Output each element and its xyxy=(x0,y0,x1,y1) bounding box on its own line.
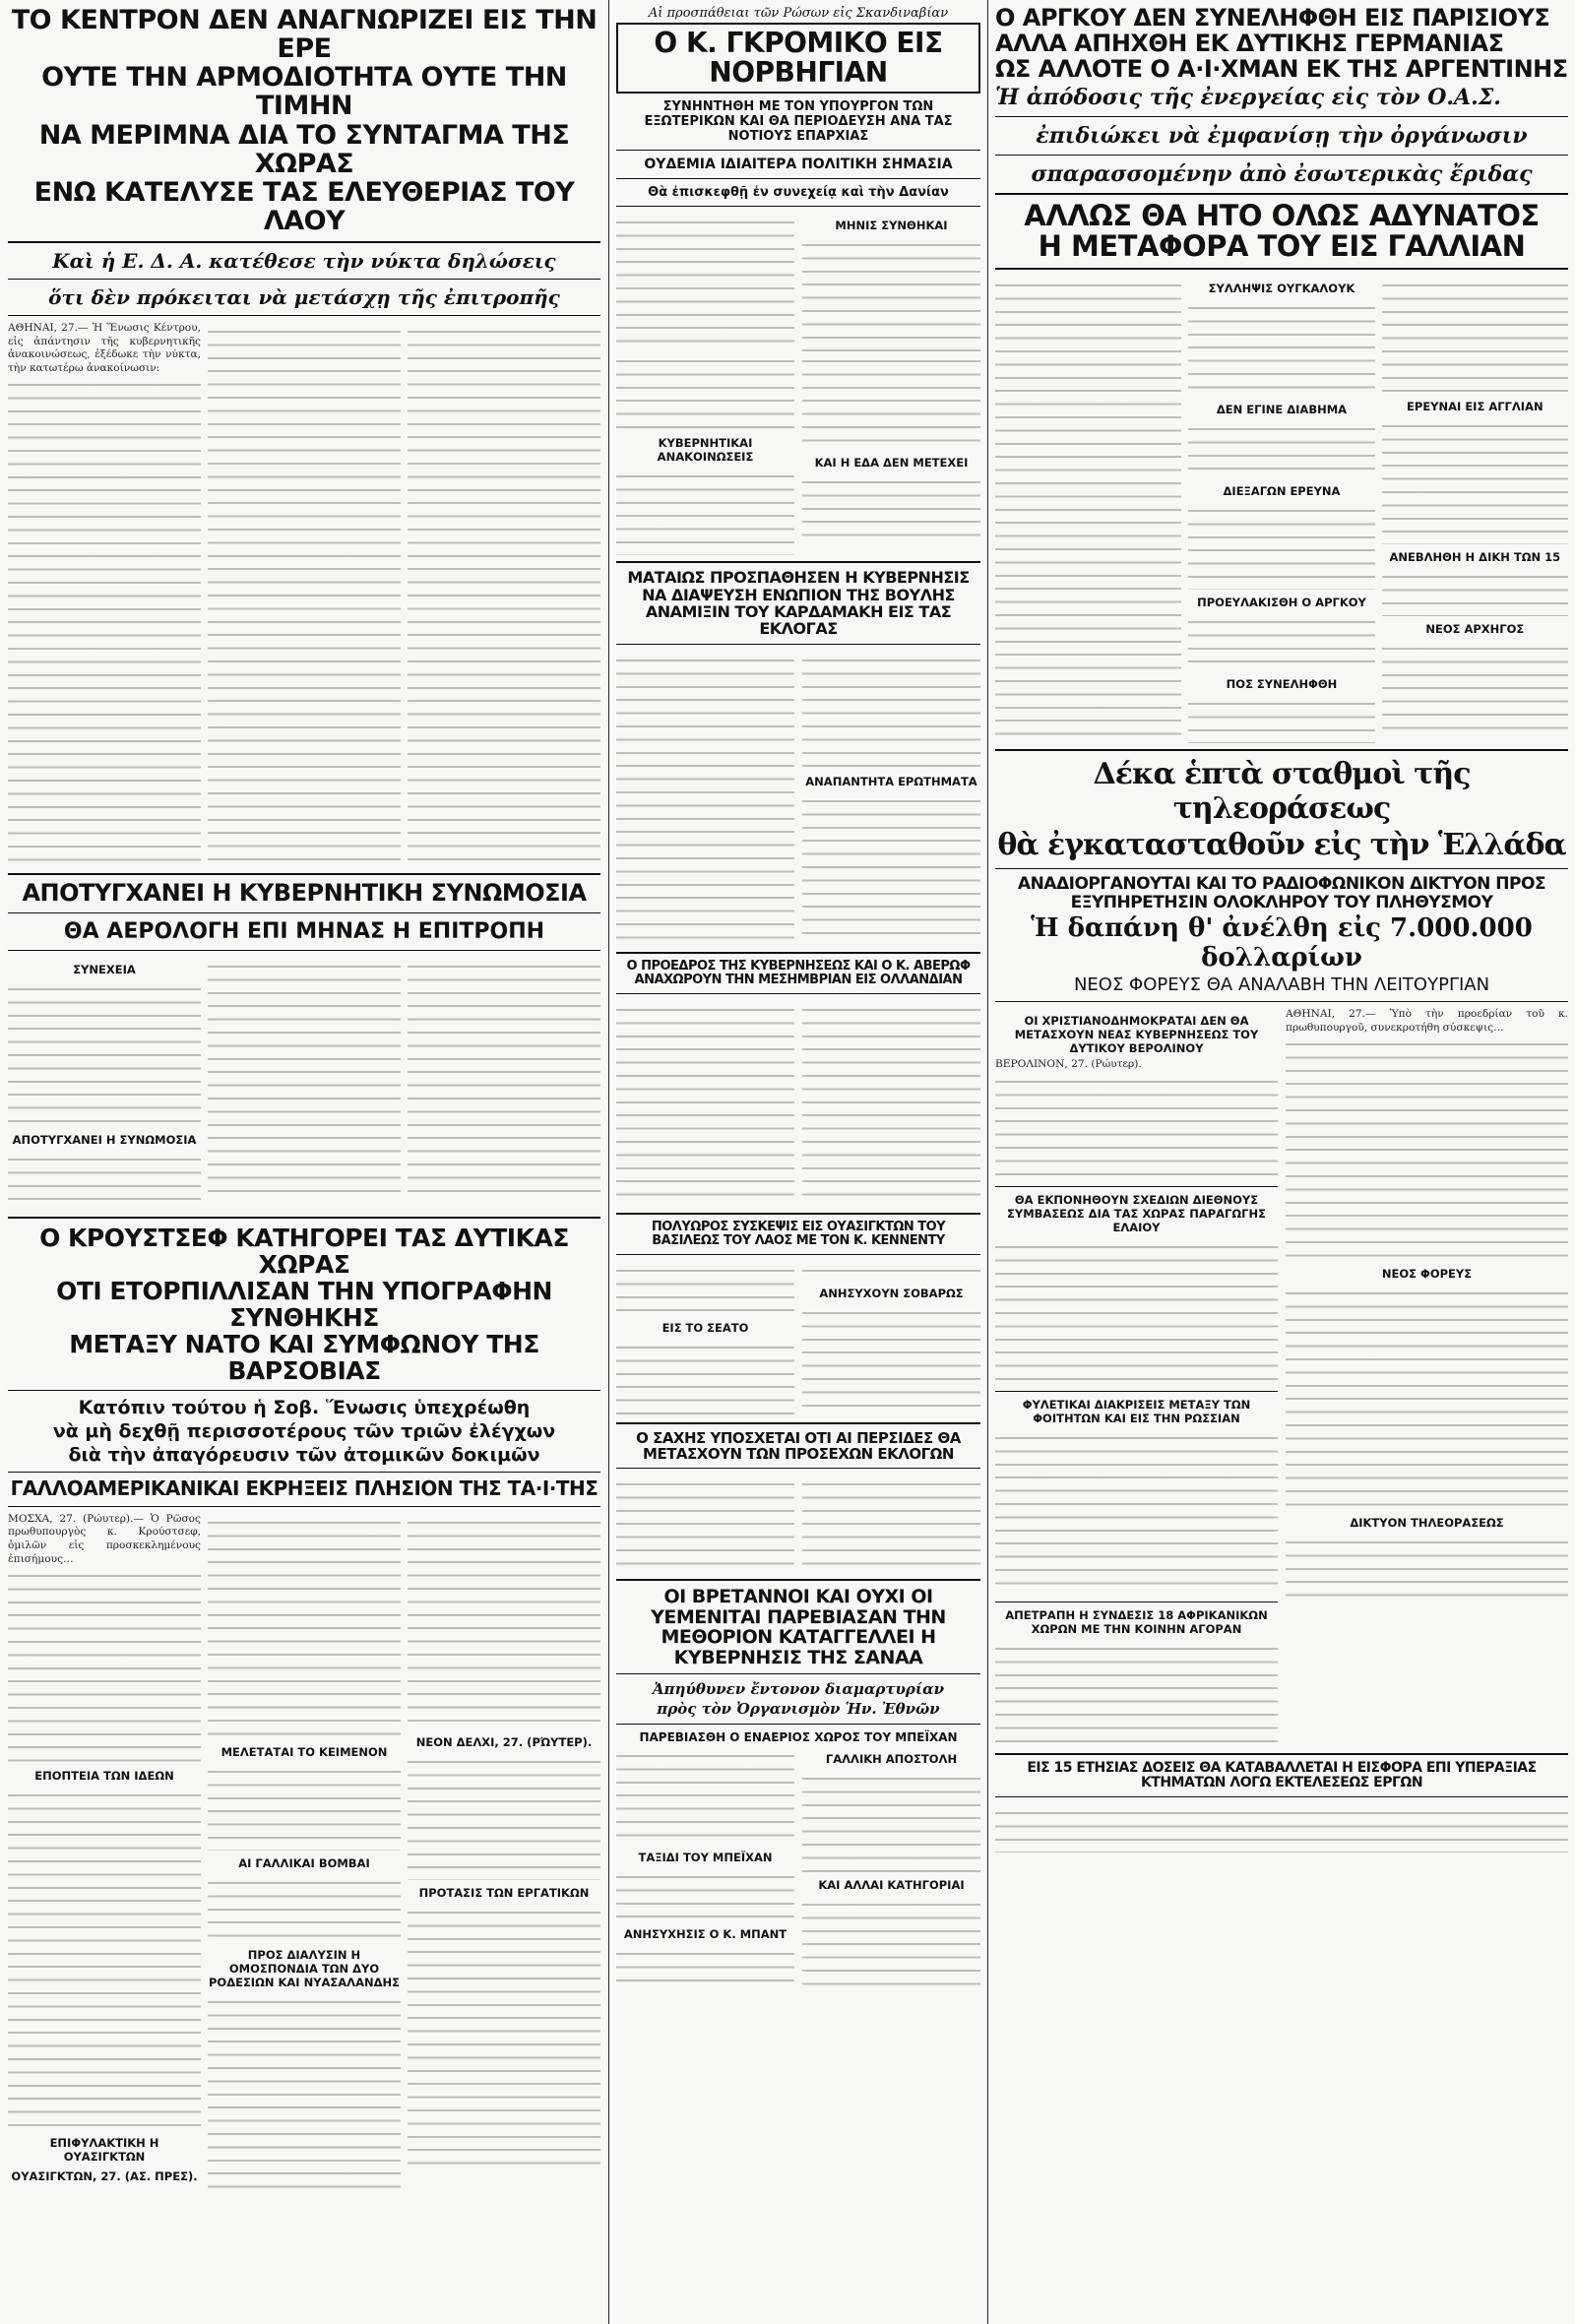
argoud-headline: ΑΛΛΑ ΑΠΗΧΘΗ ΕΚ ΔΥΤΙΚΗΣ ΓΕΡΜΑΝΙΑΣ xyxy=(995,29,1504,57)
headline-line: ΟΥΤΕ ΤΗΝ ΑΡΜΟΔΙΟΤΗΤΑ ΟΥΤΕ ΤΗΝ ΤΙΜΗΝ xyxy=(41,62,567,122)
body-text xyxy=(802,651,980,769)
section-label: ΝΕΟΣ ΑΡΧΗΓΟΣ xyxy=(1425,622,1525,637)
body-text xyxy=(208,1762,401,1851)
column-middle xyxy=(616,0,980,2324)
column-rule xyxy=(987,0,988,2324)
section-headline: ΑΠΟΤΥΓΧΑΝΕΙ Η ΚΥΒΕΡΝΗΤΙΚΗ ΣΥΝΩΜΟΣΙΑ xyxy=(22,879,587,908)
section-label: ΕΡΕΥΝΑΙ ΕΙΣ ΑΓΓΛΙΑΝ xyxy=(1407,400,1544,414)
article-body xyxy=(616,213,980,351)
section-label: ΣΥΛΛΗΨΙΣ ΟΥΓΚΑΛΟΥΚ xyxy=(1208,282,1355,296)
article-body xyxy=(8,1513,600,2189)
body-text xyxy=(616,213,794,350)
subheadline: Κατόπιν τούτου ἡ Σοβ. Ἕνωσις ὑπεχρέωθη xyxy=(78,1397,531,1419)
subheadline: πρὸς τὸν Ὀργανισμὸν Ἡν. Ἐθνῶν xyxy=(657,1700,940,1719)
section-label: ΕΙΣ ΤΟ ΣΕΑΤΟ xyxy=(662,1320,749,1335)
khrushchev-headline: ΜΕΤΑΞΥ ΝΑΤΟ ΚΑΙ ΣΥΜΦΩΝΟΥ ΤΗΣ ΒΑΡΣΟΒΙΑΣ xyxy=(69,1330,539,1386)
body-text xyxy=(802,1303,980,1416)
body-text xyxy=(616,1746,794,1845)
article-lead: ΑΘΗΝΑΙ, 27.— Ἡ Ἕνωσις Κέντρου, εἰς ἀπάντησιν τῆς κυβερνητικῆς ἀνακοινώσεως, ἐξέδωκε τὴν νύκτα, τὴν κατωτέρω ἀνακοίνωσιν: xyxy=(8,322,201,374)
body-text xyxy=(408,1752,600,1880)
section-label: ΑΙ ΓΑΛΛΙΚΑΙ ΒΟΜΒΑΙ xyxy=(238,1855,370,1870)
argoud-headline: Ο ΑΡΓΚΟΥ ΔΕΝ ΣΥΝΕΛΗΦΘΗ ΕΙΣ ΠΑΡΙΣΙΟΥΣ xyxy=(995,4,1550,31)
body-text xyxy=(8,375,201,867)
body-text xyxy=(1382,416,1568,544)
body-text xyxy=(802,351,980,450)
headline-line: ΕΝΩ ΚΑΤΕΛΥΣΕ ΤΑΣ ΕΛΕΥΘΕΡΙΑΣ ΤΟΥ ΛΑΟΥ xyxy=(33,176,575,237)
subheadline: Καὶ ἡ Ε. Δ. Α. κατέθεσε τὴν νύκτα δηλώσεις xyxy=(52,249,556,274)
body-text xyxy=(802,1261,980,1281)
body-text xyxy=(616,1867,794,1921)
body-text xyxy=(208,1513,401,1739)
body-text xyxy=(1382,567,1568,616)
body-text xyxy=(408,322,600,861)
body-text xyxy=(1188,694,1374,743)
tv-headline: Δέκα ἑπτὰ σταθμοὶ τῆς τηλεοράσεως xyxy=(1093,757,1471,827)
body-text xyxy=(208,322,401,861)
section-label: ΠΡΟΤΑΣΙΣ ΤΩΝ ΕΡΓΑΤΙΚΩΝ xyxy=(418,1885,590,1900)
body-text xyxy=(408,957,600,1193)
article-lead: ΜΟΣΧΑ, 27. (Ρώυτερ).— Ὁ Ρῶσος πρωθυπουργὸς κ. Κρούστσεφ, ὁμιλῶν εἰς προσκεκλημένους ἐπισήμους… xyxy=(8,1512,201,1565)
body-text xyxy=(802,791,980,939)
section-label: ΓΑΛΛΙΚΗ ΑΠΟΣΤΟΛΗ xyxy=(825,1752,958,1767)
column-right xyxy=(995,0,1568,2324)
subheadline: Ἡ δαπάνη θ' ἀνέλθη εἰς 7.000.000 δολλαρίων xyxy=(1031,913,1533,974)
section-label: ΕΠΙΦΥΛΑΚΤΙΚΗ Η ΟΥΑΣΙΓΚΤΩΝ xyxy=(49,2136,159,2165)
body-text xyxy=(995,1428,1278,1596)
article-lead: ΒΕΡΟΛΙΝΟΝ, 27. (Ρώυτερ). xyxy=(995,1058,1142,1071)
section-label: ΦΥΛΕΤΙΚΑΙ ΔΙΑΚΡΙΣΕΙΣ ΜΕΤΑΞΥ ΤΩΝ ΦΟΙΤΗΤΩΝ ΚΑΙ ΕΙΣ ΤΗΝ ΡΩΣΣΙΑΝ xyxy=(1022,1397,1251,1425)
section-label: ΝΕΟΝ ΔΕΛΧΙ, 27. (ΡΏΥΤΕΡ). xyxy=(415,1734,593,1749)
body-text xyxy=(802,235,980,351)
body-text xyxy=(8,1786,201,2130)
tax-headline: ΕΙΣ 15 ΕΤΗΣΙΑΣ ΔΟΣΕΙΣ ΘΑ ΚΑΤΑΒΑΛΛΕΤΑΙ Η ΕΙΣΦΟΡΑ ΕΠΙ ΥΠΕΡΑΞΙΑΣ ΚΤΗΜΑΤΩΝ ΛΟΓΩ ΕΚΤΕΛΕΣΕΩΣ ΕΡΓΩΝ xyxy=(1027,1759,1537,1790)
continued-label: ΣΥΝΕΧΕΙΑ xyxy=(73,963,136,977)
subheadline: Ἡ ἀπόδοσις τῆς ἐνεργείας εἰς τὸν Ο.Α.Σ. xyxy=(995,84,1501,110)
column-left xyxy=(8,0,600,2324)
body-text xyxy=(1286,1533,1568,1602)
section-label: ΑΠΕΤΡΑΠΗ Η ΣΥΝΔΕΣΙΣ 18 ΑΦΡΙΚΑΝΙΚΩΝ ΧΩΡΩΝ ΜΕ ΤΗΝ ΚΟΙΝΗΝ ΑΓΟΡΑΝ xyxy=(1005,1607,1268,1636)
subheadline: νὰ μὴ δεχθῇ περισσοτέρους τῶν τριῶν ἐλέγχων xyxy=(52,1420,556,1443)
body-text xyxy=(1188,501,1374,590)
section-label: ΤΑΞΙΔΙ ΤΟΥ ΜΠΕΪΧΑΝ xyxy=(638,1851,773,1865)
body-text xyxy=(802,1000,980,1207)
khrushchev-headline: ΟΤΙ ΕΤΟΡΠΙΛΛΙΣΑΝ ΤΗΝ ΥΠΟΓΡΑΦΗΝ ΣΥΝΘΗΚΗΣ xyxy=(56,1277,552,1333)
body-text xyxy=(1286,1035,1568,1261)
polyoros-headline: ΠΟΛΥΩΡΟΣ ΣΥΣΚΕΨΙΣ ΕΙΣ ΟΥΑΣΙΓΚΤΩΝ ΤΟΥ ΒΑΣΙΛΕΩΣ ΤΟΥ ΛΑΟΣ ΜΕ ΤΟΝ Κ. ΚΕΝΝΕΝΤΥ xyxy=(651,1219,946,1248)
body-text xyxy=(802,1895,980,1988)
subheadline: ὅτι δὲν πρόκειται νὰ μετάσχῃ τῆς ἐπιτροπῆς xyxy=(48,285,560,310)
section-label: ΔΙΕΞΑΓΩΝ ΕΡΕΥΝΑ xyxy=(1223,484,1341,499)
body-text xyxy=(802,1475,980,1573)
section-label: ΚΑΙ ΑΛΛΑΙ ΚΑΤΗΓΟΡΙΑΙ xyxy=(818,1878,965,1893)
subheadline: ΑΝΑΔΙΟΡΓΑΝΟΥΤΑΙ ΚΑΙ ΤΟ ΡΑΔΙΟΦΩΝΙΚΟΝ ΔΙΚΤΥΟΝ ΠΡΟΣ ΕΞΥΠΗΡΕΤΗΣΙΝ ΟΛΟΚΛΗΡΟΥ ΤΟΥ ΠΛΗΘΥΣΜΟΥ xyxy=(1017,874,1546,912)
section-label: ΟΥΑΣΙΓΚΤΩΝ, 27. (ΑΣ. ΠΡΕΣ). xyxy=(11,2169,198,2184)
body-text xyxy=(995,1237,1278,1385)
body-text xyxy=(616,1944,794,1983)
subheadline: ΟΥΔΕΜΙΑ ΙΔΙΑΙΤΕΡΑ ΠΟΛΙΤΙΚΗ ΣΗΜΑΣΙΑ xyxy=(644,157,953,173)
body-text xyxy=(616,1000,794,1207)
headline-line: ΝΑ ΜΕΡΙΜΝΑ ΔΙΑ ΤΟ ΣΥΝΤΑΓΜΑ ΤΗΣ ΧΩΡΑΣ xyxy=(38,119,570,179)
argoud-headline: ΩΣ ΑΛΛΟΤΕ Ο Α·Ι·ΧΜΑΝ ΕΚ ΤΗΣ ΑΡΓΕΝΤΙΝΗΣ xyxy=(995,54,1568,83)
body-text xyxy=(208,1992,401,2189)
body-text xyxy=(616,351,794,430)
body-text xyxy=(1188,612,1374,671)
section-label: ΔΕΝ ΕΓΙΝΕ ΔΙΑΒΗΜΑ xyxy=(1216,403,1348,417)
body-text xyxy=(408,1903,600,2168)
subheadline: διὰ τὴν ἀπαγόρευσιν τῶν ἀτομικῶν δοκιμῶν xyxy=(68,1444,540,1467)
section-label: ΚΥΒΕΡΝΗΤΙΚΑΙ ΑΝΑΚΟΙΝΩΣΕΙΣ xyxy=(657,436,754,465)
section-subheadline: ΘΑ ΑΕΡΟΛΟΓΗ ΕΠΙ ΜΗΝΑΣ Η ΕΠΙΤΡΟΠΗ xyxy=(63,919,545,945)
section-label: ΕΠΟΠΤΕΙΑ ΤΩΝ ΙΔΕΩΝ xyxy=(34,1769,174,1784)
body-text xyxy=(208,957,401,1193)
subheadline: ΝΕΟΣ ΦΟΡΕΥΣ ΘΑ ΑΝΑΛΑΒΗ ΤΗΝ ΛΕΙΤΟΥΡΓΙΑΝ xyxy=(1073,974,1490,996)
tv-headline: θὰ ἐγκατασταθοῦν εἰς τὴν Ἑλλάδα xyxy=(997,828,1566,863)
article-body xyxy=(8,322,600,867)
body-text xyxy=(995,276,1181,738)
averof-headline: Ο ΠΡΟΕΔΡΟΣ ΤΗΣ ΚΥΒΕΡΝΗΣΕΩΣ ΚΑΙ Ο Κ. ΑΒΕΡΩΦ ΑΝΑΧΩΡΟΥΝ ΤΗΝ ΜΕΣΗΜΒΡΙΑΝ ΕΙΣ ΟΛΛΑΝΔΙΑΝ xyxy=(626,958,971,987)
transfer-headline: Η ΜΕΤΑΦΟΡΑ ΤΟΥ ΕΙΣ ΓΑΛΛΙΑΝ xyxy=(1038,229,1526,264)
body-text xyxy=(1188,419,1374,478)
body-text xyxy=(616,1338,794,1416)
section-label: ΚΑΙ Η ΕΔΑ ΔΕΝ ΜΕΤΕΧΕΙ xyxy=(814,456,969,471)
body-text xyxy=(8,1150,201,1211)
body-text xyxy=(1286,1284,1568,1510)
gromyko-headline: Ο Κ. ΓΚΡΟΜΙΚΟ ΕΙΣ ΝΟΡΒΗΓΙΑΝ xyxy=(654,27,943,90)
body-text xyxy=(802,472,980,541)
body-text xyxy=(1382,639,1568,737)
subheadline: ἐπιδιώκει νὰ ἐμφανίσῃ τὴν ὀργάνωσιν xyxy=(1036,122,1528,149)
body-text xyxy=(208,1873,401,1942)
body-text xyxy=(995,1639,1278,1747)
body-text xyxy=(8,1566,201,1763)
subheadline: ΣΥΝΗΝΤΗΘΗ ΜΕ ΤΟΝ ΥΠΟΥΡΓΟΝ ΤΩΝ ΕΞΩΤΕΡΙΚΩΝ ΚΑΙ ΘΑ ΠΕΡΙΟΔΕΥΣΗ ΑΝΑ ΤΑΣ ΝΟΤΙΟΥΣ ΕΠΑΡΧΙΑΣ xyxy=(644,99,953,145)
article-lead: ΑΘΗΝΑΙ, 27.— Ὑπὸ τὴν προεδρίαν τοῦ κ. πρωθυπουργοῦ, συνεκροτήθη σύσκεψις… xyxy=(1286,1008,1568,1034)
kicker: Αἱ προσπάθειαι τῶν Ρώσων εἰς Σκανδιναβίαν xyxy=(648,6,949,21)
section-label: ΜΗΝΙΣ ΣΥΝΘΗΚΑΙ xyxy=(835,219,948,233)
section-label: ΠΡΟΣ ΔΙΑΛΥΣΙΝ Η ΟΜΟΣΠΟΝΔΙΑ ΤΩΝ ΔΥΟ ΡΟΔΕΣΙΩΝ ΚΑΙ ΝΥΑΣΑΛΑΝΔΗΣ xyxy=(208,1947,400,1989)
body-text xyxy=(995,1803,1568,1853)
section-label: ΑΠΟΤΥΓΧΑΝΕΙ Η ΣΥΝΩΜΟΣΙΑ xyxy=(12,1133,197,1148)
article-body xyxy=(8,957,600,1211)
section-label: ΘΑ ΕΚΠΟΝΗΘΟΥΝ ΣΧΕΔΙΩΝ ΔΙΕΘΝΟΥΣ ΣΥΜΒΑΣΕΩΣ ΔΙΑ ΤΑΣ ΧΩΡΑΣ ΠΑΡΑΓΩΓΗΣ ΕΛΑΙΟΥ xyxy=(1007,1192,1266,1234)
section-label: ΑΝΗΣΥΧΟΥΝ ΣΟΒΑΡΩΣ xyxy=(819,1286,964,1300)
main-headline-center xyxy=(8,0,600,235)
body-text xyxy=(802,1769,980,1872)
headline-line: ΤΟ ΚΕΝΤΡΟΝ ΔΕΝ ΑΝΑΓΝΩΡΙΖΕΙ ΕΙΣ ΤΗΝ ΕΡΕ xyxy=(11,5,598,65)
subheadline: Θὰ ἐπισκεφθῇ ἐν συνεχείᾳ καὶ τὴν Δανίαν xyxy=(648,185,949,201)
body-text xyxy=(616,1261,794,1315)
body-text xyxy=(1382,276,1568,394)
subheadline: Ἀπηύθυνεν ἔντονον διαμαρτυρίαν xyxy=(652,1680,945,1699)
parliament-headline: ΜΑΤΑΙΩΣ ΠΡΟΣΠΑΘΗΣΕΝ Η ΚΥΒΕΡΝΗΣΙΣ ΝΑ ΔΙΑΨΕΥΣΗ ΕΝΩΠΙΟΝ ΤΗΣ ΒΟΥΛΗΣ ΑΝΑΜΙΞΙΝ ΤΟΥ ΚΑΡΔΑΜΑΚΗ ΕΙΣ ΤΑΣ ΕΚΛΟΓΑΣ xyxy=(627,568,970,639)
body-text xyxy=(408,1513,600,1729)
section-label: ΜΕΛΕΤΑΤΑΙ ΤΟ ΚΕΙΜΕΝΟΝ xyxy=(220,1744,388,1759)
body-text xyxy=(616,467,794,555)
subheadline: ΓΑΛΛΟΑΜΕΡΙΚΑΝΙΚΑΙ ΕΚΡΗΞΕΙΣ ΠΛΗΣΙΟΝ ΤΗΣ ΤΑ·Ι·ΤΗΣ xyxy=(10,1476,598,1501)
subheadline: ΠΑΡΕΒΙΑΣΘΗ Ο ΕΝΑΕΡΙΟΣ ΧΩΡΟΣ ΤΟΥ ΜΠΕΪΧΑΝ xyxy=(639,1730,958,1745)
section-label: ΠΡΟΕΥΛΑΚΙΣΘΗ Ο ΑΡΓΚΟΥ xyxy=(1197,596,1366,610)
section-label: ΝΕΟΣ ΦΟΡΕΥΣ xyxy=(1381,1267,1473,1282)
body-text xyxy=(995,1072,1278,1180)
section-label: ΑΝΑΠΑΝΤΗΤΑ ΕΡΩΤΗΜΑΤΑ xyxy=(805,774,977,788)
section-label: ΠΟΣ ΣΥΝΕΛΗΦΘΗ xyxy=(1226,677,1338,692)
yemen-headline: ΟΙ ΒΡΕΤΑΝΝΟΙ ΚΑΙ ΟΥΧΙ ΟΙ ΥΕΜΕΝΙΤΑΙ ΠΑΡΕΒΙΑΣΑΝ ΤΗΝ ΜΕΘΟΡΙΟΝ ΚΑΤΑΓΓΕΛΛΕΙ Η ΚΥΒΕΡΝΗΣΙΣ ΤΗΣ ΣΑΝΑΑ xyxy=(651,1586,946,1668)
section-label: ΔΙΚΤΥΟΝ ΤΗΛΕΟΡΑΣΕΩΣ xyxy=(1350,1516,1504,1531)
body-text xyxy=(616,651,794,946)
section-label: ΑΝΕΒΛΗΘΗ Η ΔΙΚΗ ΤΩΝ 15 xyxy=(1389,550,1561,565)
body-text xyxy=(616,1475,794,1573)
body-text xyxy=(1188,298,1374,397)
khrushchev-headline: Ο ΚΡΟΥΣΤΣΕΦ ΚΑΤΗΓΟΡΕΙ ΤΑΣ ΔΥΤΙΚΑΣ ΧΩΡΑΣ xyxy=(39,1224,569,1280)
subheadline: σπαρασσομένην ἀπὸ ἐσωτερικὰς ἔριδας xyxy=(1031,160,1533,187)
body-text xyxy=(8,979,201,1127)
shah-headline: Ο ΣΑΧΗΣ ΥΠΟΣΧΕΤΑΙ ΟΤΙ ΑΙ ΠΕΡΣΙΔΕΣ ΘΑ ΜΕΤΑΣΧΟΥΝ ΤΩΝ ΠΡΟΣΕΧΩΝ ΕΚΛΟΓΩΝ xyxy=(636,1428,961,1463)
section-label: ΑΝΗΣΥΧΗΣΙΣ Ο Κ. ΜΠΑΝΤ xyxy=(623,1927,788,1942)
section-label: ΟΙ ΧΡΙΣΤΙΑΝΟΔΗΜΟΚΡΑΤΑΙ ΔΕΝ ΘΑ ΜΕΤΑΣΧΟΥΝ ΝΕΑΣ ΚΥΒΕΡΝΗΣΕΩΣ ΤΟΥ ΔΥΤΙΚΟΥ ΒΕΡΟΛΙΝΟΥ xyxy=(1014,1014,1259,1056)
column-rule xyxy=(608,0,609,2324)
transfer-headline: ΑΛΛΩΣ ΘΑ ΗΤΟ ΟΛΩΣ ΑΔΥΝΑΤΟΣ xyxy=(1024,198,1540,232)
